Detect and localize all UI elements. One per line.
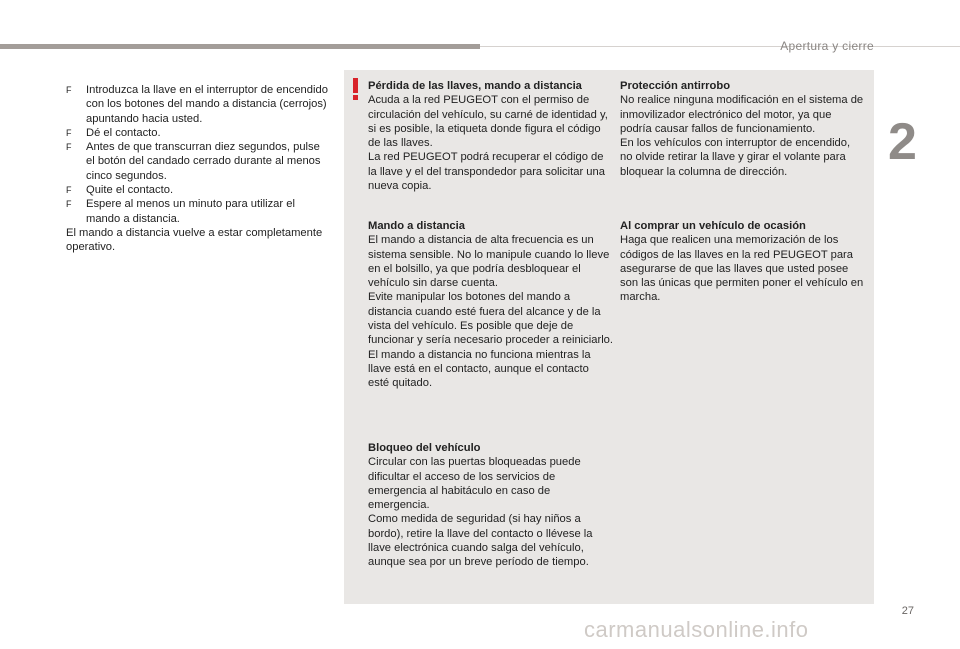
anti-theft-text: En los vehículos con interruptor de encendido, no olvide retirar la llave y girar el volante para bloquear la columna de dirección. — [620, 137, 851, 178]
lost-keys-section — [368, 79, 613, 193]
vehicle-locking-section — [368, 441, 613, 570]
used-vehicle-section — [620, 219, 865, 305]
checkbox-bullet-icon: F — [66, 185, 72, 196]
step-item — [66, 197, 331, 226]
vehicle-locking-text: Como medida de seguridad (si hay niños a bordo), retire la llave del contacto o llévese la llave electrónica cuando salga del vehículo, aunque sea por un breve período de tiempo. — [368, 513, 593, 569]
lost-keys-text: Acuda a la red PEUGEOT con el permiso de circulación del vehículo, su carné de identidad y, si es posible, la etiqueta donde figura el código de las llaves. — [368, 94, 608, 150]
page-number: 27 — [901, 605, 914, 617]
remote-control-text: El mando a distancia de alta frecuencia es un sistema sensible. No lo manipule cuando lo lleve en el bolsillo, ya que podría desbloquear el vehículo sin darse cuenta. — [368, 234, 610, 290]
header-divider — [480, 46, 960, 47]
completion-note: El mando a distancia vuelve a estar completamente operativo. — [66, 226, 323, 254]
step-text: Antes de que transcurran diez segundos, pulse el botón del candado cerrado durante al menos cinco segundos. — [86, 141, 321, 182]
checkbox-bullet-icon: F — [66, 85, 72, 95]
anti-theft-text: No realice ninguna modificación en el sistema de inmovilizador electrónico del motor, ya que podría causar fallos de funcionamiento. — [620, 94, 864, 135]
checkbox-bullet-icon: F — [66, 127, 72, 138]
anti-theft-section — [620, 79, 865, 179]
step-item — [66, 83, 331, 126]
step-item — [66, 183, 331, 197]
lost-keys-heading: Pérdida de las llaves, mando a distancia — [368, 80, 582, 92]
chapter-number: 2 — [888, 113, 917, 171]
step-item — [66, 140, 331, 183]
remote-control-text: Evite manipular los botones del mando a distancia cuando esté fuera del alcance y de la vista del vehículo. Es posible que deje de funcionar y sería necesario proceder a reiniciarlo. — [368, 291, 614, 347]
remote-control-text: El mando a distancia no funciona mientras la llave está en el contacto, aunque el contacto esté quitado. — [368, 348, 591, 390]
section-title: Apertura y cierre — [780, 39, 874, 53]
vehicle-locking-heading: Bloqueo del vehículo — [368, 442, 481, 454]
procedure-steps — [66, 83, 331, 255]
used-vehicle-heading: Al comprar un vehículo de ocasión — [620, 220, 806, 232]
anti-theft-heading: Protección antirrobo — [620, 80, 731, 92]
remote-control-section — [368, 219, 613, 391]
checkbox-bullet-icon: F — [66, 199, 72, 210]
vehicle-locking-text: Circular con las puertas bloqueadas puede dificultar el acceso de los servicios de emergencia al habitáculo en caso de emergencia. — [368, 456, 581, 512]
warning-exclamation-icon — [352, 78, 360, 100]
step-text: Dé el contacto. — [86, 126, 161, 139]
header-accent-bar — [0, 44, 480, 49]
lost-keys-text: La red PEUGEOT podrá recuperar el código de la llave y el del transpondedor para solicitar una nueva copia. — [368, 151, 605, 193]
step-text: Espere al menos un minuto para utilizar el mando a distancia. — [86, 198, 295, 225]
step-item — [66, 126, 331, 140]
remote-control-heading: Mando a distancia — [368, 220, 465, 232]
checkbox-bullet-icon: F — [66, 142, 72, 153]
step-text: Quite el contacto. — [86, 184, 174, 197]
step-text: Introduzca la llave en el interruptor de encendido con los botones del mando a distancia (cerrojos) apuntando hacia usted. — [86, 84, 328, 125]
site-watermark: carmanualsonline.info — [584, 617, 809, 642]
used-vehicle-text: Haga que realicen una memorización de los códigos de las llaves en la red PEUGEOT para asegurarse de que las llaves que usted posee son las únicas que permiten poner el vehículo en marcha. — [620, 234, 864, 304]
